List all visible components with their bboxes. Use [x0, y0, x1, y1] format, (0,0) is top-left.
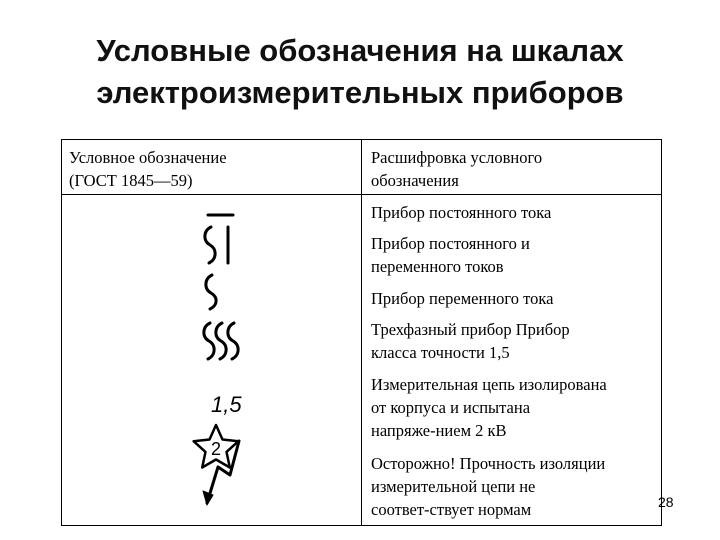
row-description — [371, 452, 656, 521]
row-description — [371, 373, 656, 442]
row-6-line-2: измерительной цепи не — [371, 477, 536, 496]
header-left-line-2: (ГОСТ 1845—59) — [69, 171, 193, 190]
row-3-line-1: Прибор переменного тока — [371, 289, 554, 308]
row-description — [371, 287, 656, 310]
header-symbol-column — [69, 146, 349, 192]
row-4-line-1: Трехфазный прибор Прибор — [371, 320, 570, 339]
slide-title — [0, 30, 720, 114]
row-5-line-1: Измерительная цепь изолирована — [371, 375, 607, 394]
row-2-line-2: переменного токов — [371, 257, 504, 276]
row-2-line-1: Прибор постоянного и — [371, 234, 530, 253]
title-line-2: электроизмерительных приборов — [96, 75, 624, 110]
ac-wave-icon — [206, 275, 216, 309]
row-5-line-2: от корпуса и испытана — [371, 398, 531, 417]
header-meaning-column — [371, 146, 651, 192]
header-left-line-1: Условное обозначение — [69, 148, 227, 167]
row-6-line-1: Осторожно! Прочность изоляции — [371, 454, 606, 473]
symbols-table — [61, 139, 662, 526]
header-right-line-2: обозначения — [371, 171, 459, 190]
row-6-line-3: соответ-ствует нормам — [371, 500, 532, 519]
row-description — [371, 201, 656, 224]
row-description — [371, 318, 656, 364]
page-number: 28 — [658, 494, 674, 510]
column-divider — [361, 140, 362, 525]
three-phase-icon — [204, 323, 238, 359]
dc-ac-icon — [205, 227, 228, 263]
row-4-line-2: класса точности 1,5 — [371, 343, 510, 362]
row-5-line-3: напряже-нием 2 кВ — [371, 421, 507, 440]
symbols-column — [62, 195, 361, 526]
title-line-1: Условные обозначения на шкалах — [96, 33, 624, 68]
accuracy-class-label: 1,5 — [211, 392, 242, 417]
row-1-line-1: Прибор постоянного тока — [371, 203, 552, 222]
row-description — [371, 232, 656, 278]
header-right-line-1: Расшифровка условного — [371, 148, 543, 167]
test-voltage-label: 2 — [210, 439, 222, 459]
